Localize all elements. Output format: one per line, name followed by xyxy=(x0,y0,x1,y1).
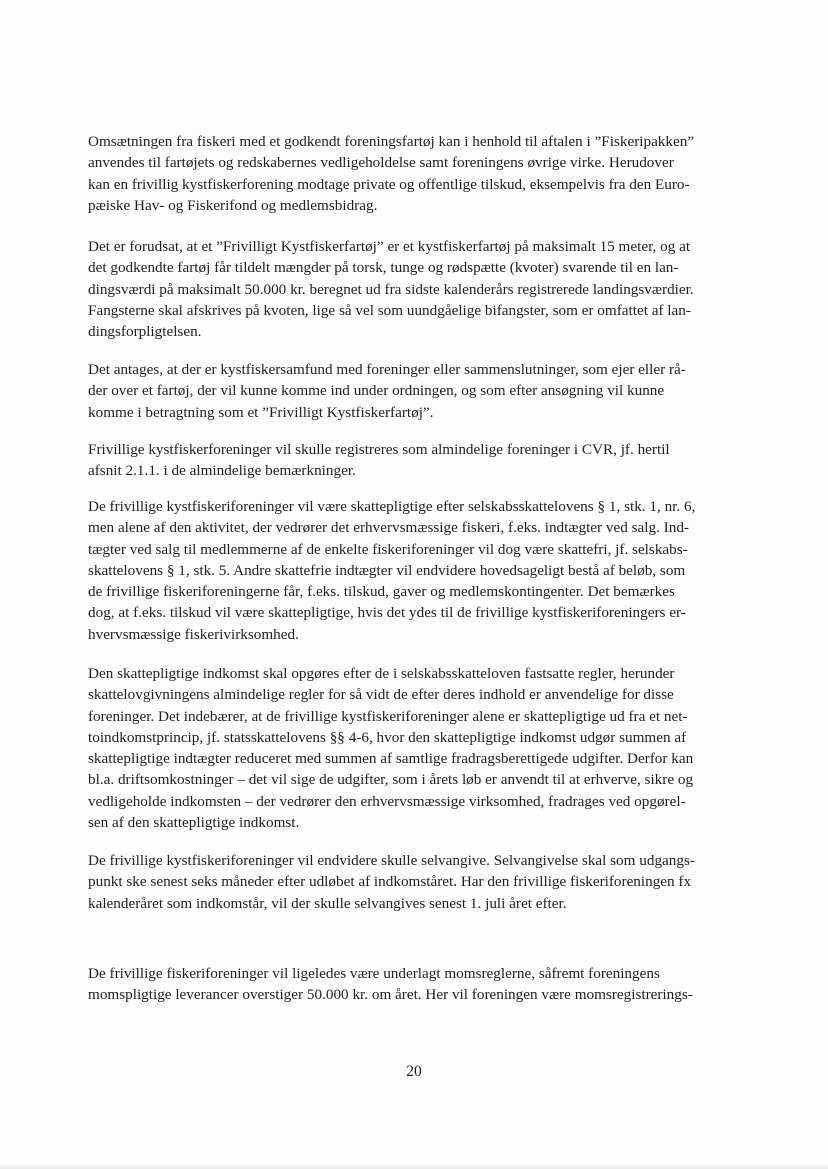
text-line: toindkomstprincip, jf. statsskattelovens §§ 4-6, hvor den skattepligtige indkomst udgør summen af xyxy=(88,728,687,746)
text-line: De frivillige kystfiskeriforeninger vil være skattepligtige efter selskabsskattelovens § 1, stk. 1, nr. 6, xyxy=(88,498,696,515)
text-line: sen af den skattepligtige indkomst. xyxy=(88,814,300,832)
page-number: 20 xyxy=(406,1063,422,1080)
text-line: De frivillige kystfiskeriforeninger vil endvidere skulle selvangive. Selvangivelse skal som udgangs- xyxy=(88,852,695,869)
text-line: foreninger. Det indebærer, at de frivillige kystfiskeriforeninger alene er skattepligtige ud fra et net- xyxy=(88,707,688,725)
text-line: de frivillige fiskeriforeningerne får, f.eks. tilskud, gaver og medlemskontingenter. Det bemærkes xyxy=(88,583,675,601)
text-line: kan en frivillig kystfiskerforening modtage private og offentlige tilskud, eksempelvis fra den Euro- xyxy=(88,175,690,193)
paragraph-fishing-communities xyxy=(88,359,738,423)
text-line: skattelovgivningens almindelige regler for så vidt de efter deres indhold er anvendelige for disse xyxy=(88,686,674,704)
paragraph-revenue-use xyxy=(88,131,738,216)
paragraph-tax-liability xyxy=(88,496,738,645)
text-line: Fangsterne skal afskrives på kvoten, lige så vel som uundgåelige bifangster, som er omfattet af lan- xyxy=(88,301,691,319)
text-line: dog, at f.eks. tilskud vil være skattepligtige, hvis det ydes til de frivillige kystfiskeriforeningers er- xyxy=(88,604,686,622)
text-line: dingsværdi på maksimalt 50.000 kr. beregnet ud fra sidste kalenderårs registrerede landingsværdier. xyxy=(88,280,694,298)
text-line: Det er forudsat, at et ”Frivilligt Kystfiskerfartøj” er et kystfiskerfartøj på maksimalt 15 meter, og at xyxy=(88,238,691,255)
text-line: bl.a. driftsomkostninger – det vil sige de udgifter, som i årets løb er anvendt til at erhverve, sikre og xyxy=(88,771,694,789)
text-line: anvendes til fartøjets og redskabernes vedligeholdelse samt foreningens øvrige virke. Herudover xyxy=(88,154,674,172)
paragraph-self-assessment xyxy=(88,850,738,914)
text-line: dingsforpligtelsen. xyxy=(88,323,202,341)
text-line: De frivillige fiskeriforeninger vil ligeledes være underlagt momsreglerne, såfremt foreningens xyxy=(88,965,660,982)
text-line: punkt ske senest seks måneder efter udløbet af indkomståret. Har den frivillige fiskeriforeningen fx xyxy=(88,873,692,891)
text-line: komme i betragtning som et ”Frivilligt Kystfiskerfartøj”. xyxy=(88,403,434,421)
text-line: det godkendte fartøj får tildelt mængder på torsk, tunge og rødspætte (kvoter) svarende til en lan- xyxy=(88,259,679,277)
text-line: momspligtige leverancer overstiger 50.000 kr. om året. Her vil foreningen være momsregistrerings- xyxy=(88,986,693,1004)
text-line: skattepligtige indtægter reduceret med summen af samtlige fradragsberettigede udgifter. Derfor kan xyxy=(88,750,694,768)
text-line: afsnit 2.1.1. i de almindelige bemærkninger. xyxy=(88,462,356,480)
text-line: hvervsmæssige fiskerivirksomhed. xyxy=(88,625,299,643)
text-line: Det antages, at der er kystfiskersamfund med foreninger eller sammenslutninger, som ejer eller rå- xyxy=(88,361,686,378)
text-line: skattelovens § 1, stk. 5. Andre skattefrie indtægter vil endvidere hovedsageligt bestå af beløb, som xyxy=(88,561,686,579)
paragraph-taxable-income xyxy=(88,663,738,833)
scan-shadow-edge xyxy=(0,1163,828,1169)
paragraph-cvr-registration xyxy=(88,439,738,482)
text-line: pæiske Hav- og Fiskerifond og medlemsbidrag. xyxy=(88,196,378,214)
text-line: Den skattepligtige indkomst skal opgøres efter de i selskabsskatteloven fastsatte regler, herunder xyxy=(88,665,675,682)
text-line: vedligeholde indkomsten – der vedrører den erhvervsmæssige virksomhed, fradrages ved opgørel- xyxy=(88,792,686,810)
text-line: men alene af den aktivitet, der vedrører det erhvervsmæssige fiskeri, f.eks. indtægter ved salg. Ind- xyxy=(88,519,689,537)
text-line: tægter ved salg til medlemmerne af de enkelte fiskeriforeninger vil dog være skattefri, jf. selskabs- xyxy=(88,540,688,558)
paragraph-vat-rules xyxy=(88,963,738,1006)
text-line: kalenderåret som indkomstår, vil der skulle selvangives senest 1. juli året efter. xyxy=(88,894,567,912)
text-line: der over et fartøj, der vil kunne komme ind under ordningen, og som efter ansøgning vil kunne xyxy=(88,382,665,400)
paragraph-vessel-definition xyxy=(88,236,738,342)
text-line: Frivillige kystfiskerforeninger vil skulle registreres som almindelige foreninger i CVR, jf. hertil xyxy=(88,441,670,458)
text-line: Omsætningen fra fiskeri med et godkendt foreningsfartøj kan i henhold til aftalen i ”Fiskeripakken” xyxy=(88,133,695,150)
